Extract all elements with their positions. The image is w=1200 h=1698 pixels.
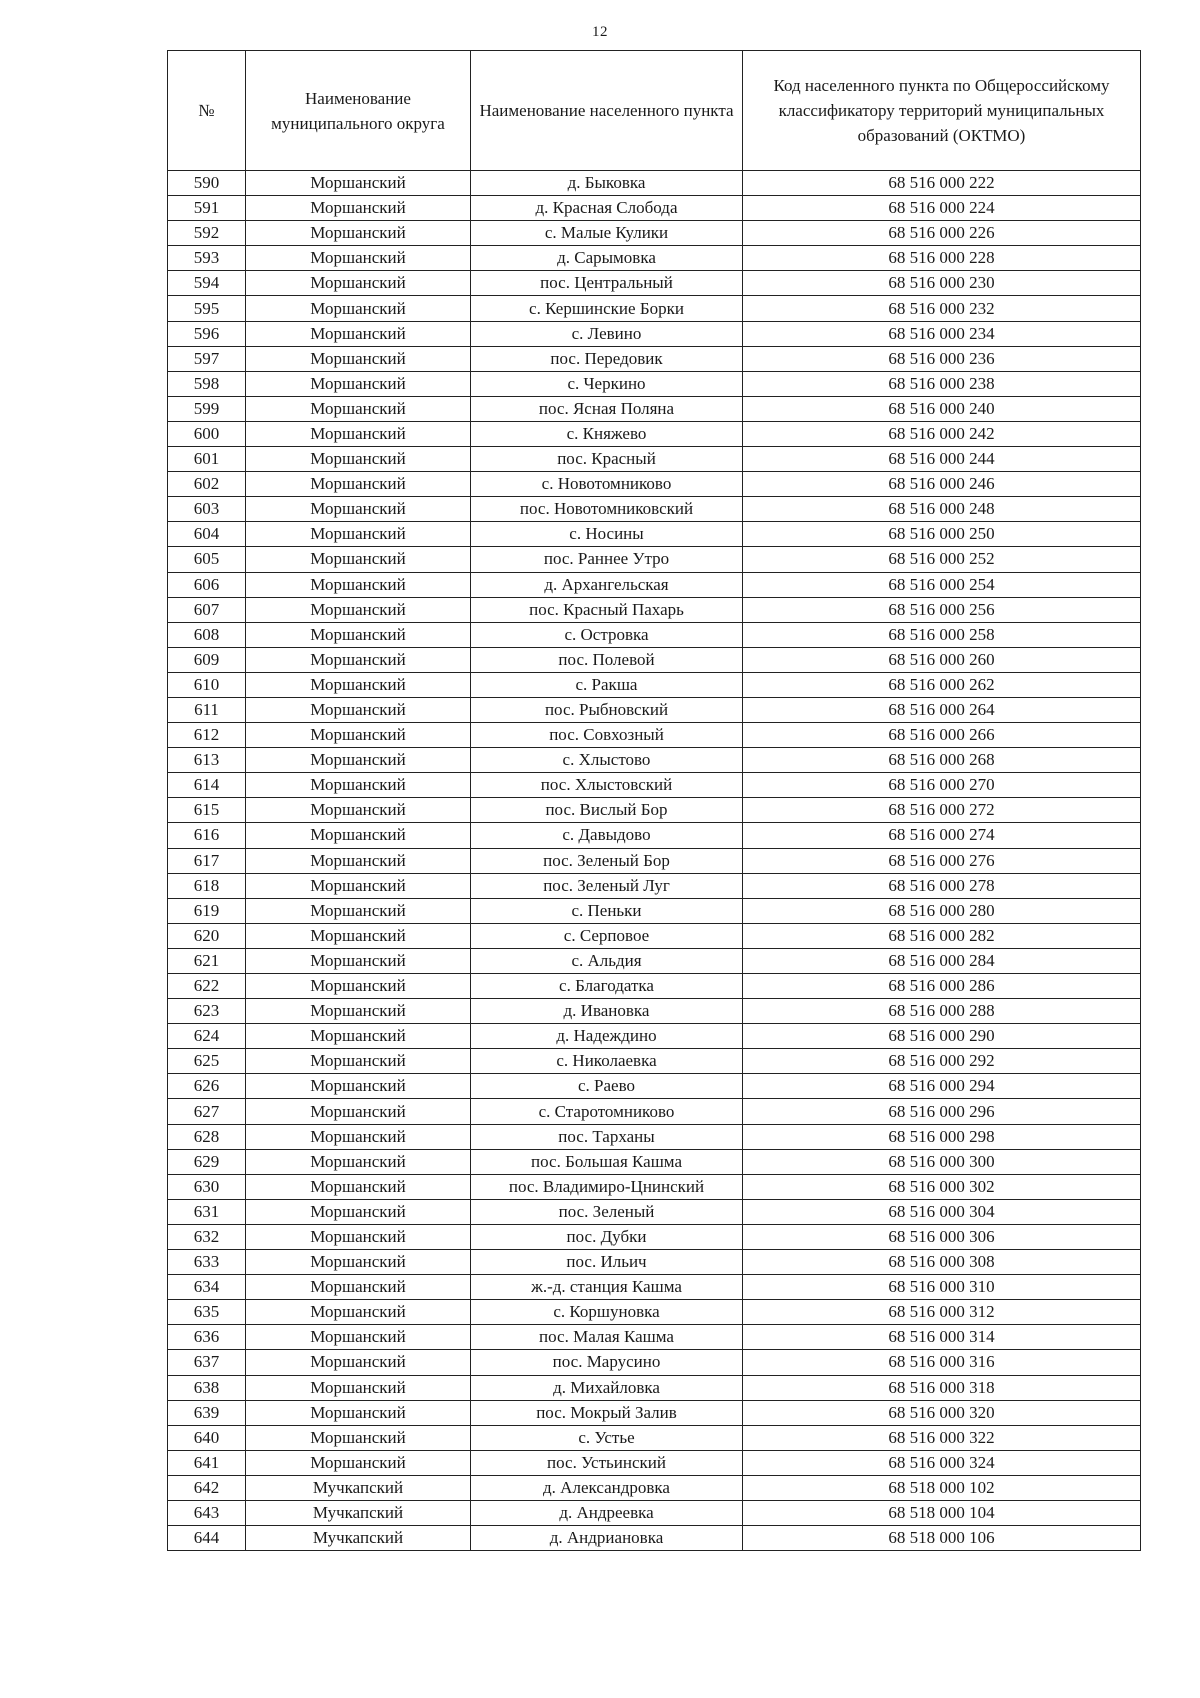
table-row (168, 472, 1141, 497)
row-number: 619 (168, 898, 246, 923)
table-row (168, 898, 1141, 923)
row-number: 615 (168, 798, 246, 823)
district-name: Моршанский (246, 171, 471, 196)
locality-name: с. Альдия (471, 948, 743, 973)
row-number: 621 (168, 948, 246, 973)
table-row (168, 497, 1141, 522)
oktmo-code: 68 516 000 232 (743, 296, 1141, 321)
district-name: Моршанский (246, 1300, 471, 1325)
locality-name: д. Сарымовка (471, 246, 743, 271)
district-name: Моршанский (246, 1199, 471, 1224)
table-row (168, 873, 1141, 898)
table-row (168, 246, 1141, 271)
table-row (168, 1250, 1141, 1275)
locality-name: пос. Рыбновский (471, 697, 743, 722)
district-name: Моршанский (246, 1350, 471, 1375)
table-row (168, 1350, 1141, 1375)
district-name: Моршанский (246, 873, 471, 898)
row-number: 602 (168, 472, 246, 497)
locality-name: д. Быковка (471, 171, 743, 196)
locality-name: пос. Дубки (471, 1224, 743, 1249)
locality-name: с. Серповое (471, 923, 743, 948)
table-row (168, 697, 1141, 722)
locality-name: с. Левино (471, 321, 743, 346)
district-name: Моршанский (246, 497, 471, 522)
district-name: Моршанский (246, 346, 471, 371)
oktmo-code: 68 516 000 264 (743, 697, 1141, 722)
locality-name: пос. Устьинский (471, 1450, 743, 1475)
oktmo-code: 68 516 000 260 (743, 647, 1141, 672)
oktmo-code: 68 516 000 314 (743, 1325, 1141, 1350)
oktmo-code: 68 516 000 272 (743, 798, 1141, 823)
header-number: № (168, 51, 246, 171)
district-name: Моршанский (246, 547, 471, 572)
district-name: Моршанский (246, 1124, 471, 1149)
table-row (168, 1375, 1141, 1400)
locality-name: с. Раево (471, 1074, 743, 1099)
oktmo-code: 68 516 000 284 (743, 948, 1141, 973)
table-row (168, 948, 1141, 973)
oktmo-code: 68 516 000 324 (743, 1450, 1141, 1475)
district-name: Моршанский (246, 898, 471, 923)
oktmo-code: 68 516 000 224 (743, 196, 1141, 221)
oktmo-table (167, 50, 1141, 1551)
locality-name: пос. Ильич (471, 1250, 743, 1275)
row-number: 605 (168, 547, 246, 572)
locality-name: д. Надеждино (471, 1024, 743, 1049)
table-row (168, 196, 1141, 221)
row-number: 639 (168, 1400, 246, 1425)
row-number: 598 (168, 371, 246, 396)
oktmo-code: 68 516 000 292 (743, 1049, 1141, 1074)
locality-name: с. Хлыстово (471, 748, 743, 773)
oktmo-code: 68 516 000 304 (743, 1199, 1141, 1224)
locality-name: д. Александровка (471, 1475, 743, 1500)
district-name: Моршанский (246, 1250, 471, 1275)
district-name: Моршанский (246, 447, 471, 472)
locality-name: с. Старотомниково (471, 1099, 743, 1124)
district-name: Моршанский (246, 396, 471, 421)
table-row (168, 1325, 1141, 1350)
row-number: 604 (168, 522, 246, 547)
table-row (168, 1450, 1141, 1475)
row-number: 612 (168, 723, 246, 748)
row-number: 601 (168, 447, 246, 472)
district-name: Моршанский (246, 1024, 471, 1049)
row-number: 636 (168, 1325, 246, 1350)
district-name: Моршанский (246, 246, 471, 271)
row-number: 628 (168, 1124, 246, 1149)
table-row (168, 1400, 1141, 1425)
locality-name: пос. Марусино (471, 1350, 743, 1375)
locality-name: пос. Передовик (471, 346, 743, 371)
table-row (168, 1500, 1141, 1525)
locality-name: с. Коршуновка (471, 1300, 743, 1325)
row-number: 596 (168, 321, 246, 346)
table-row (168, 572, 1141, 597)
locality-name: пос. Мокрый Залив (471, 1400, 743, 1425)
district-name: Моршанский (246, 1049, 471, 1074)
row-number: 625 (168, 1049, 246, 1074)
oktmo-code: 68 516 000 302 (743, 1174, 1141, 1199)
table-row (168, 1124, 1141, 1149)
table-row (168, 1300, 1141, 1325)
oktmo-code: 68 516 000 294 (743, 1074, 1141, 1099)
oktmo-code: 68 516 000 252 (743, 547, 1141, 572)
district-name: Моршанский (246, 1400, 471, 1425)
row-number: 607 (168, 597, 246, 622)
oktmo-code: 68 516 000 310 (743, 1275, 1141, 1300)
table-row (168, 447, 1141, 472)
district-name: Моршанский (246, 1074, 471, 1099)
row-number: 618 (168, 873, 246, 898)
locality-name: с. Ракша (471, 672, 743, 697)
oktmo-code: 68 516 000 312 (743, 1300, 1141, 1325)
oktmo-code: 68 516 000 228 (743, 246, 1141, 271)
district-name: Моршанский (246, 296, 471, 321)
oktmo-code: 68 516 000 306 (743, 1224, 1141, 1249)
locality-name: пос. Полевой (471, 647, 743, 672)
locality-name: с. Давыдово (471, 823, 743, 848)
row-number: 591 (168, 196, 246, 221)
oktmo-code: 68 516 000 270 (743, 773, 1141, 798)
row-number: 590 (168, 171, 246, 196)
table-row (168, 421, 1141, 446)
district-name: Моршанский (246, 271, 471, 296)
row-number: 626 (168, 1074, 246, 1099)
district-name: Моршанский (246, 672, 471, 697)
locality-name: с. Устье (471, 1425, 743, 1450)
oktmo-code: 68 516 000 280 (743, 898, 1141, 923)
table-row (168, 1074, 1141, 1099)
oktmo-code: 68 516 000 308 (743, 1250, 1141, 1275)
row-number: 599 (168, 396, 246, 421)
oktmo-code: 68 516 000 236 (743, 346, 1141, 371)
district-name: Моршанский (246, 522, 471, 547)
row-number: 627 (168, 1099, 246, 1124)
district-name: Моршанский (246, 1275, 471, 1300)
row-number: 600 (168, 421, 246, 446)
oktmo-code: 68 516 000 278 (743, 873, 1141, 898)
locality-name: пос. Малая Кашма (471, 1325, 743, 1350)
district-name: Моршанский (246, 823, 471, 848)
row-number: 634 (168, 1275, 246, 1300)
locality-name: д. Архангельская (471, 572, 743, 597)
district-name: Моршанский (246, 421, 471, 446)
table-row (168, 923, 1141, 948)
table-row (168, 321, 1141, 346)
table-row (168, 1099, 1141, 1124)
oktmo-code: 68 516 000 318 (743, 1375, 1141, 1400)
locality-name: пос. Красный Пахарь (471, 597, 743, 622)
table-row (168, 1526, 1141, 1551)
row-number: 641 (168, 1450, 246, 1475)
row-number: 642 (168, 1475, 246, 1500)
row-number: 622 (168, 974, 246, 999)
table-row (168, 171, 1141, 196)
oktmo-code: 68 516 000 268 (743, 748, 1141, 773)
locality-name: с. Малые Кулики (471, 221, 743, 246)
oktmo-code: 68 516 000 226 (743, 221, 1141, 246)
table-row (168, 396, 1141, 421)
table-row (168, 547, 1141, 572)
district-name: Моршанский (246, 923, 471, 948)
oktmo-code: 68 516 000 242 (743, 421, 1141, 446)
district-name: Мучкапский (246, 1475, 471, 1500)
page-number: 12 (592, 24, 608, 40)
locality-name: с. Новотомниково (471, 472, 743, 497)
table-row (168, 271, 1141, 296)
table-row (168, 672, 1141, 697)
locality-name: пос. Большая Кашма (471, 1149, 743, 1174)
table-row (168, 848, 1141, 873)
district-name: Моршанский (246, 697, 471, 722)
row-number: 633 (168, 1250, 246, 1275)
district-name: Моршанский (246, 723, 471, 748)
district-name: Моршанский (246, 848, 471, 873)
row-number: 638 (168, 1375, 246, 1400)
district-name: Моршанский (246, 1174, 471, 1199)
district-name: Моршанский (246, 1224, 471, 1249)
oktmo-code: 68 516 000 316 (743, 1350, 1141, 1375)
locality-name: пос. Зеленый (471, 1199, 743, 1224)
district-name: Моршанский (246, 1450, 471, 1475)
row-number: 609 (168, 647, 246, 672)
district-name: Моршанский (246, 321, 471, 346)
oktmo-code: 68 516 000 262 (743, 672, 1141, 697)
locality-name: д. Андреевка (471, 1500, 743, 1525)
table-row (168, 1275, 1141, 1300)
row-number: 611 (168, 697, 246, 722)
oktmo-code: 68 516 000 222 (743, 171, 1141, 196)
district-name: Моршанский (246, 1425, 471, 1450)
district-name: Мучкапский (246, 1500, 471, 1525)
locality-name: пос. Красный (471, 447, 743, 472)
table-row (168, 1174, 1141, 1199)
oktmo-code: 68 516 000 266 (743, 723, 1141, 748)
table-row (168, 371, 1141, 396)
district-name: Моршанский (246, 798, 471, 823)
district-name: Моршанский (246, 948, 471, 973)
table-row (168, 748, 1141, 773)
table-row (168, 622, 1141, 647)
row-number: 637 (168, 1350, 246, 1375)
locality-name: с. Островка (471, 622, 743, 647)
district-name: Моршанский (246, 773, 471, 798)
locality-name: пос. Зеленый Бор (471, 848, 743, 873)
oktmo-code: 68 516 000 258 (743, 622, 1141, 647)
locality-name: д. Андриановка (471, 1526, 743, 1551)
district-name: Моршанский (246, 221, 471, 246)
table-row (168, 1149, 1141, 1174)
table-row (168, 773, 1141, 798)
oktmo-code: 68 516 000 256 (743, 597, 1141, 622)
oktmo-code: 68 518 000 104 (743, 1500, 1141, 1525)
district-name: Моршанский (246, 1375, 471, 1400)
oktmo-code: 68 516 000 250 (743, 522, 1141, 547)
row-number: 623 (168, 999, 246, 1024)
district-name: Мучкапский (246, 1526, 471, 1551)
table-header (168, 51, 1141, 171)
locality-name: пос. Владимиро-Цнинский (471, 1174, 743, 1199)
table-row (168, 1224, 1141, 1249)
table-row (168, 1425, 1141, 1450)
oktmo-code: 68 516 000 322 (743, 1425, 1141, 1450)
oktmo-code: 68 516 000 286 (743, 974, 1141, 999)
row-number: 629 (168, 1149, 246, 1174)
row-number: 614 (168, 773, 246, 798)
oktmo-code: 68 516 000 254 (743, 572, 1141, 597)
district-name: Моршанский (246, 1325, 471, 1350)
locality-name: с. Княжево (471, 421, 743, 446)
row-number: 597 (168, 346, 246, 371)
row-number: 613 (168, 748, 246, 773)
locality-name: пос. Тарханы (471, 1124, 743, 1149)
row-number: 640 (168, 1425, 246, 1450)
row-number: 617 (168, 848, 246, 873)
row-number: 608 (168, 622, 246, 647)
table-row (168, 346, 1141, 371)
locality-name: пос. Вислый Бор (471, 798, 743, 823)
district-name: Моршанский (246, 974, 471, 999)
locality-name: с. Носины (471, 522, 743, 547)
locality-name: д. Ивановка (471, 999, 743, 1024)
row-number: 593 (168, 246, 246, 271)
locality-name: пос. Совхозный (471, 723, 743, 748)
row-number: 632 (168, 1224, 246, 1249)
row-number: 643 (168, 1500, 246, 1525)
oktmo-code: 68 516 000 230 (743, 271, 1141, 296)
header-locality: Наименование населенного пункта (471, 51, 743, 171)
row-number: 594 (168, 271, 246, 296)
table-row (168, 823, 1141, 848)
oktmo-code: 68 516 000 298 (743, 1124, 1141, 1149)
table-row (168, 1475, 1141, 1500)
oktmo-code: 68 516 000 238 (743, 371, 1141, 396)
district-name: Моршанский (246, 572, 471, 597)
locality-name: д. Михайловка (471, 1375, 743, 1400)
oktmo-code: 68 516 000 246 (743, 472, 1141, 497)
district-name: Моршанский (246, 622, 471, 647)
district-name: Моршанский (246, 196, 471, 221)
oktmo-code: 68 516 000 244 (743, 447, 1141, 472)
oktmo-code: 68 516 000 274 (743, 823, 1141, 848)
oktmo-code: 68 516 000 296 (743, 1099, 1141, 1124)
oktmo-code: 68 516 000 276 (743, 848, 1141, 873)
oktmo-code: 68 516 000 282 (743, 923, 1141, 948)
row-number: 610 (168, 672, 246, 697)
header-oktmo-code: Код населенного пункта по Общероссийскому классификатору территорий муниципальных образований (ОКТМО) (743, 51, 1141, 171)
district-name: Моршанский (246, 472, 471, 497)
row-number: 595 (168, 296, 246, 321)
oktmo-code: 68 516 000 234 (743, 321, 1141, 346)
locality-name: с. Благодатка (471, 974, 743, 999)
row-number: 616 (168, 823, 246, 848)
district-name: Моршанский (246, 647, 471, 672)
district-name: Моршанский (246, 1099, 471, 1124)
table-row (168, 999, 1141, 1024)
table-row (168, 221, 1141, 246)
oktmo-code: 68 516 000 240 (743, 396, 1141, 421)
locality-name: пос. Новотомниковский (471, 497, 743, 522)
locality-name: с. Пеньки (471, 898, 743, 923)
table-row (168, 798, 1141, 823)
district-name: Моршанский (246, 1149, 471, 1174)
locality-name: пос. Центральный (471, 271, 743, 296)
row-number: 624 (168, 1024, 246, 1049)
row-number: 606 (168, 572, 246, 597)
table-row (168, 1049, 1141, 1074)
header-row (168, 51, 1141, 171)
row-number: 620 (168, 923, 246, 948)
table-row (168, 974, 1141, 999)
table-row (168, 597, 1141, 622)
row-number: 630 (168, 1174, 246, 1199)
table-row (168, 296, 1141, 321)
oktmo-code: 68 516 000 320 (743, 1400, 1141, 1425)
table-row (168, 647, 1141, 672)
row-number: 635 (168, 1300, 246, 1325)
table-row (168, 1024, 1141, 1049)
table-row (168, 1199, 1141, 1224)
locality-name: д. Красная Слобода (471, 196, 743, 221)
locality-name: ж.-д. станция Кашма (471, 1275, 743, 1300)
row-number: 644 (168, 1526, 246, 1551)
oktmo-code: 68 516 000 300 (743, 1149, 1141, 1174)
oktmo-code: 68 516 000 290 (743, 1024, 1141, 1049)
oktmo-code: 68 516 000 288 (743, 999, 1141, 1024)
district-name: Моршанский (246, 999, 471, 1024)
district-name: Моршанский (246, 371, 471, 396)
locality-name: пос. Ясная Поляна (471, 396, 743, 421)
locality-name: пос. Зеленый Луг (471, 873, 743, 898)
locality-name: пос. Хлыстовский (471, 773, 743, 798)
oktmo-code: 68 518 000 102 (743, 1475, 1141, 1500)
header-district: Наименование муниципального округа (246, 51, 471, 171)
oktmo-code: 68 518 000 106 (743, 1526, 1141, 1551)
oktmo-code: 68 516 000 248 (743, 497, 1141, 522)
locality-name: с. Николаевка (471, 1049, 743, 1074)
table-row (168, 522, 1141, 547)
locality-name: с. Кершинские Борки (471, 296, 743, 321)
row-number: 603 (168, 497, 246, 522)
row-number: 592 (168, 221, 246, 246)
table-row (168, 723, 1141, 748)
district-name: Моршанский (246, 597, 471, 622)
row-number: 631 (168, 1199, 246, 1224)
district-name: Моршанский (246, 748, 471, 773)
locality-name: пос. Раннее Утро (471, 547, 743, 572)
locality-name: с. Черкино (471, 371, 743, 396)
table-body (168, 171, 1141, 1551)
